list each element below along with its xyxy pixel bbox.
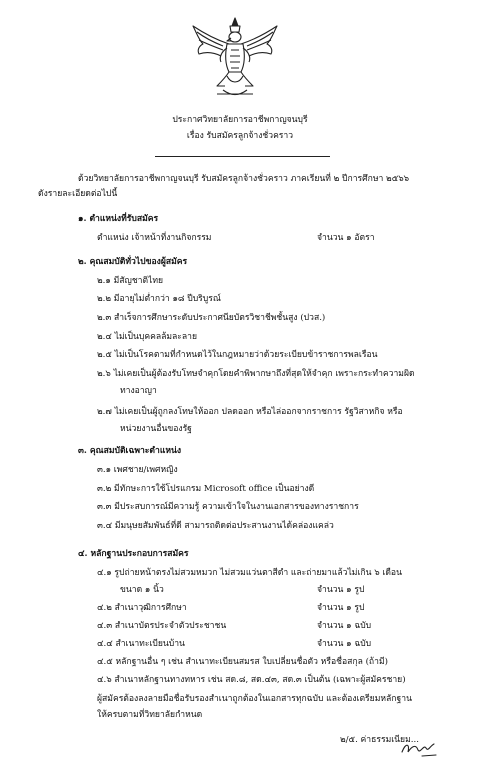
list-item-continued: หน่วยงานอื่นของรัฐ [120, 424, 192, 434]
section-2-title: ๒. คุณสมบัติทั่วไปของผู้สมัคร [78, 257, 188, 267]
list-item: ๒.๓ สำเร็จการศึกษาระดับประกาศนียบัตรวิชาชีพชั้นสูง (ปวส.) [97, 313, 326, 323]
section-4-title: ๔. หลักฐานประกอบการสมัคร [78, 549, 189, 559]
section-3-title: ๓. คุณสมบัติเฉพาะตำแหน่ง [78, 446, 182, 456]
list-item: ๒.๗ ไม่เคยเป็นผู้ถูกลงโทษให้ออก ปลดออก หรือไล่ออกจากราชการ รัฐวิสาหกิจ หรือ [97, 407, 403, 417]
list-item: ๒.๒ มีอายุไม่ต่ำกว่า ๑๘ ปีบริบูรณ์ [97, 294, 221, 304]
position-count: จำนวน ๑ อัตรา [317, 233, 375, 243]
section-1-title: ๑. ตำแหน่งที่รับสมัคร [78, 214, 159, 224]
list-item-continued: ขนาด ๑ นิ้ว [120, 585, 164, 595]
announcement-title: ประกาศวิทยาลัยการอาชีพกาญจนบุรี [172, 115, 308, 125]
item-quantity: จำนวน ๑ ฉบับ [317, 621, 372, 631]
intro-line-1: ด้วยวิทยาลัยการอาชีพกาญจนบุรี รับสมัครลูกจ้างชั่วคราว ภาคเรียนที่ ๒ ปีการศึกษา ๒๕๖๖ [78, 174, 410, 184]
list-item: ๔.๑ รูปถ่ายหน้าตรงไม่สวมหมวก ไม่สวมแว่นตาสีดำ และถ่ายมาแล้วไม่เกิน ๖ เดือน [97, 568, 402, 578]
list-item: ๔.๖ สำเนาหลักฐานทางทหาร เช่น สด.๘, สด.๔๓, สด.๓ เป็นต้น (เฉพาะผู้สมัครชาย) [97, 675, 406, 685]
position-name: ตำแหน่ง เจ้าหน้าที่งานกิจกรรม [97, 233, 212, 243]
note-line-1: ผู้สมัครต้องลงลายมือชื่อรับรองสำเนาถูกต้องในเอกสารทุกฉบับ และต้องเตรียมหลักฐาน [97, 694, 412, 704]
intro-line-2: ดังรายละเอียดต่อไปนี้ [38, 189, 118, 199]
list-item: ๔.๔ สำเนาทะเบียนบ้าน [97, 639, 185, 649]
title-divider [155, 156, 330, 157]
item-quantity: จำนวน ๑ ฉบับ [317, 639, 372, 649]
list-item: ๓.๒ มีทักษะการใช้โปรแกรม Microsoft office เป็นอย่างดี [97, 484, 315, 494]
continued-marker: ๒/๕. ค่าธรรมเนียม... [340, 735, 419, 745]
list-item: ๒.๕ ไม่เป็นโรคตามที่กำหนดไว้ในกฎหมายว่าด้วยระเบียบข้าราชการพลเรือน [97, 350, 378, 360]
list-item: ๔.๒ สำเนาวุฒิการศึกษา [97, 603, 187, 613]
list-item: ๓.๓ มีประสบการณ์มีความรู้ ความเข้าใจในงานเอกสารของทางราชการ [97, 502, 359, 512]
item-quantity: จำนวน ๑ รูป [317, 585, 365, 595]
list-item: ๔.๓ สำเนาบัตรประจำตัวประชาชน [97, 621, 227, 631]
list-item: ๒.๖ ไม่เคยเป็นผู้ต้องรับโทษจำคุกโดยคำพิพากษาถึงที่สุดให้จำคุก เพราะกระทำความผิด [97, 369, 415, 379]
list-item-continued: ทางอาญา [120, 386, 157, 396]
note-line-2: ให้ครบตามที่วิทยาลัยกำหนด [97, 710, 203, 720]
list-item: ๒.๑ มีสัญชาติไทย [97, 276, 164, 286]
list-item: ๒.๔ ไม่เป็นบุคคลล้มละลาย [97, 332, 198, 342]
announcement-subject: เรื่อง รับสมัครลูกจ้างชั่วคราว [186, 131, 294, 141]
list-item: ๓.๑ เพศชาย/เพศหญิง [97, 465, 178, 475]
list-item: ๓.๔ มีมนุษยสัมพันธ์ที่ดี สามารถติดต่อประสานงานได้คล่องแคล่ว [97, 521, 334, 531]
garuda-emblem [187, 14, 283, 102]
list-item: ๔.๕ หลักฐานอื่น ๆ เช่น สำเนาทะเบียนสมรส ใบเปลี่ยนชื่อตัว หรือชื่อสกุล (ถ้ามี) [97, 657, 388, 667]
item-quantity: จำนวน ๑ รูป [317, 603, 365, 613]
handwritten-signature [400, 740, 440, 758]
